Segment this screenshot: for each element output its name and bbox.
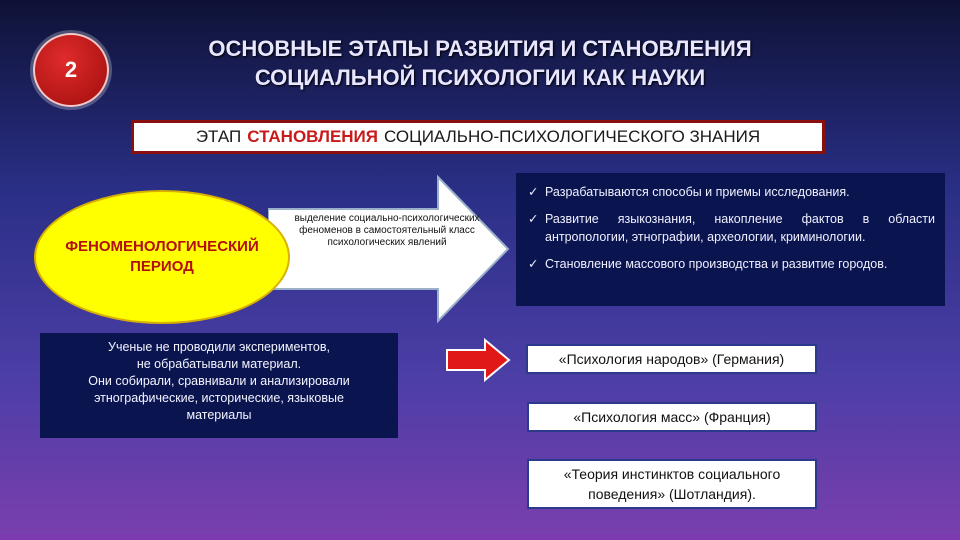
phenomena-arrow-text: выделение социально-психологических феноменов в самостоятельный класс психологических явлений: [294, 213, 480, 248]
slide-number-badge: [33, 33, 109, 107]
slide-number: 2: [64, 57, 78, 82]
list-item: [528, 183, 935, 201]
scientists-line: Они собирали, сравнивали и анализировали: [88, 374, 350, 388]
work-title: «Психология народов» (Германия): [558, 351, 785, 367]
period-line1: ФЕНОМЕНОЛОГИЧЕСКИЙ: [65, 238, 259, 255]
bottom-border: [0, 534, 960, 540]
list-item: [528, 210, 935, 246]
slide-title-line2: СОЦИАЛЬНОЙ ПСИХОЛОГИИ КАК НАУКИ: [254, 65, 706, 90]
list-item: [528, 255, 935, 273]
stage-banner: [131, 120, 825, 154]
check-icon: ✓: [528, 212, 539, 226]
stage-highlight: СТАНОВЛЕНИЯ: [247, 127, 378, 146]
stage-suffix: СОЦИАЛЬНО-ПСИХОЛОГИЧЕСКОГО ЗНАНИЯ: [384, 127, 761, 146]
scientists-line: не обрабатывали материал.: [136, 357, 302, 371]
work-box-psychology-of-peoples: [526, 344, 817, 374]
scientists-line: материалы: [186, 408, 252, 422]
list-item-text: Развитие языкознания, накопление фактов в области антропологии, этнографии, археологии, криминологии.: [545, 212, 935, 244]
phenomenological-period-ellipse: [34, 190, 290, 324]
phenomena-arrow-shape: [268, 175, 510, 323]
right-arrow-icon: [445, 338, 511, 382]
scientists-line: Ученые не проводили экспериментов,: [108, 340, 330, 354]
slide-title-line1: ОСНОВНЫЕ ЭТАПЫ РАЗВИТИЯ И СТАНОВЛЕНИЯ: [208, 36, 752, 61]
slide-title: [170, 34, 790, 92]
list-item-text: Становление массового производства и развитие городов.: [545, 257, 888, 271]
check-icon: ✓: [528, 257, 539, 271]
work-title: «Теория инстинктов социального поведения» (Шотландия).: [563, 466, 781, 502]
check-icon: ✓: [528, 185, 539, 199]
list-item-text: Разрабатываются способы и приемы исследования.: [545, 185, 850, 199]
scientists-line: этнографические, исторические, языковые: [94, 391, 344, 405]
work-box-instinct-theory: [527, 459, 817, 509]
scientists-note: [40, 333, 398, 438]
work-title: «Психология масс» (Франция): [573, 409, 771, 425]
period-line2: ПЕРИОД: [130, 258, 194, 275]
developments-list: [516, 173, 945, 306]
work-box-psychology-of-masses: [527, 402, 817, 432]
stage-prefix: ЭТАП: [195, 127, 242, 146]
